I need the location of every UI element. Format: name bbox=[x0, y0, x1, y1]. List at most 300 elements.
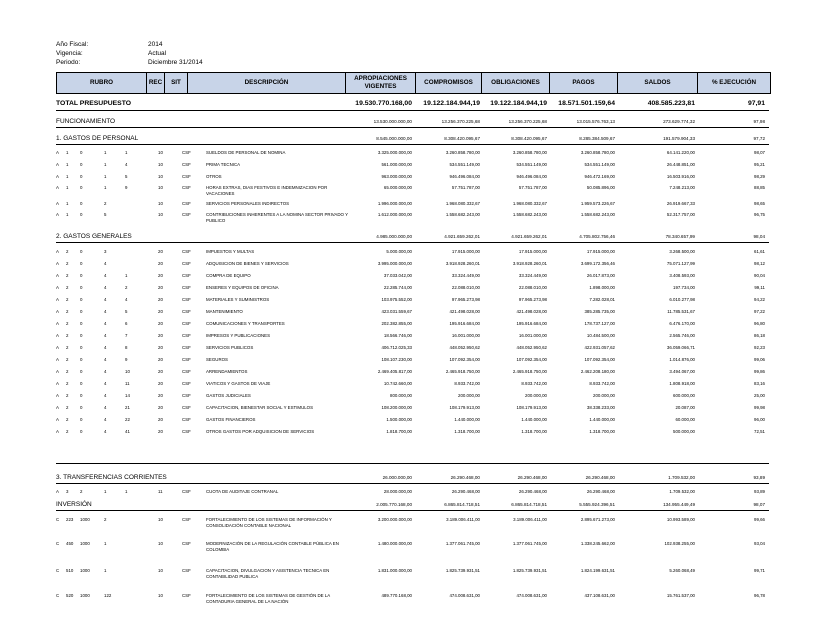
row-ob: 1.377.061.745,00 bbox=[512, 541, 547, 546]
rubro-code: C bbox=[56, 541, 60, 546]
row-description: PRIMA TECNICA bbox=[206, 162, 241, 167]
row-sa: 6.476.170,00 bbox=[669, 321, 695, 326]
sit-code: CSF bbox=[182, 345, 191, 350]
funcionamiento-ejecucion: 97,98 bbox=[753, 119, 765, 124]
rubro-code: 4 bbox=[104, 273, 107, 278]
rec-code: 10 bbox=[158, 517, 163, 522]
rubro-code: 2 bbox=[66, 393, 69, 398]
total-saldos: 408.585.223,81 bbox=[647, 100, 695, 107]
row-ap: 489.770.168,00 bbox=[381, 593, 412, 598]
rubro-code: 2 bbox=[66, 273, 69, 278]
rubro-code: 2 bbox=[66, 297, 69, 302]
rubro-code: 4 bbox=[104, 285, 107, 290]
rec-code: 20 bbox=[158, 321, 163, 326]
row-pa: 1.338.245.662,00 bbox=[580, 541, 615, 546]
total-compromisos: 19.122.184.944,19 bbox=[423, 100, 480, 107]
rubro-code: A bbox=[56, 174, 59, 179]
row-ej: 90,04 bbox=[754, 273, 765, 278]
row-ob: 57.751.787,00 bbox=[518, 185, 547, 190]
rubro-code: 1 bbox=[104, 541, 107, 546]
rec-code: 20 bbox=[158, 249, 163, 254]
row-description: MATERIALES Y SUMINISTROS bbox=[206, 297, 270, 302]
rubro-code: 1 bbox=[104, 162, 107, 167]
rubro-code: 0 bbox=[80, 405, 83, 410]
row-ej: 92,23 bbox=[754, 345, 765, 350]
rubro-code: 0 bbox=[80, 357, 83, 362]
rubro-code: 4 bbox=[104, 357, 107, 362]
meta-row bbox=[56, 58, 203, 67]
rubro-code: 8 bbox=[125, 345, 128, 350]
rubro-code: 21 bbox=[125, 405, 130, 410]
row-pa: 437.108.631,00 bbox=[584, 593, 615, 598]
section-ob: 6.865.814.718,51 bbox=[511, 502, 547, 507]
header-apropiaciones: APROPIACIONES VIGENTES bbox=[346, 73, 416, 93]
rubro-code: C bbox=[56, 593, 60, 598]
row-ap: 202.382.855,00 bbox=[381, 321, 412, 326]
rubro-code: 1 bbox=[104, 568, 107, 573]
rubro-code: 1000 bbox=[80, 517, 90, 522]
rubro-code: 41 bbox=[125, 429, 130, 434]
sit-code: CSF bbox=[182, 405, 191, 410]
row-ob: 108.179.913,00 bbox=[516, 405, 547, 410]
sit-code: CSF bbox=[182, 321, 191, 326]
row-ap: 1.831.000.000,00 bbox=[377, 568, 412, 573]
row-ej: 99,11 bbox=[754, 285, 765, 290]
rubro-code: 0 bbox=[80, 273, 83, 278]
row-ej: 96,00 bbox=[754, 417, 765, 422]
rubro-code: 450 bbox=[66, 541, 74, 546]
rubro-code: 2 bbox=[104, 201, 107, 206]
rubro-code: 0 bbox=[80, 321, 83, 326]
row-co: 26.290.468,00 bbox=[451, 489, 480, 494]
rubro-code: 1000 bbox=[80, 541, 90, 546]
row-ap: 3.995.000.000,00 bbox=[377, 261, 412, 266]
rubro-code: A bbox=[56, 321, 59, 326]
row-ob: 33.324.449,00 bbox=[518, 273, 547, 278]
rubro-code: 1 bbox=[125, 489, 128, 494]
row-co: 200.000,00 bbox=[458, 393, 480, 398]
row-sa: 2.565.746,00 bbox=[669, 333, 695, 338]
row-ap: 800.000,00 bbox=[390, 393, 412, 398]
row-ej: 61,61 bbox=[754, 249, 765, 254]
row-ej: 83,16 bbox=[754, 381, 765, 386]
section-ob: 8.308.420.095,67 bbox=[511, 136, 547, 141]
section-sa: 1.709.532,00 bbox=[668, 475, 695, 480]
row-description: COMPRA DE EQUIPO bbox=[206, 273, 251, 278]
rubro-code: 0 bbox=[80, 201, 83, 206]
row-description: FORTALECIMIENTO DE LOS SISTEMAS DE GESTIÓN DE LA CONTADURIA GENERAL DE LA NACIÓN bbox=[206, 593, 330, 604]
rubro-code: 1 bbox=[104, 185, 107, 190]
rubro-code: 1 bbox=[66, 150, 69, 155]
rec-code: 11 bbox=[158, 489, 163, 494]
sit-code: CSF bbox=[182, 369, 191, 374]
row-pa: 17.915.000,00 bbox=[586, 249, 615, 254]
sit-code: CSF bbox=[182, 162, 191, 167]
section-label: 3. TRANSFERENCIAS CORRIENTES bbox=[56, 474, 167, 481]
row-description: HORAS EXTRAS, DIAS FESTIVOS E INDEMNIZACION POR VACACIONES bbox=[206, 185, 328, 196]
row-description: FORTALECIMIENTO DE LOS SISTEMAS DE INFORMACIÓN Y CONSOLIDACIÓN CONTABLE NACIONAL bbox=[206, 517, 332, 528]
rubro-code: A bbox=[56, 249, 59, 254]
row-ob: 1.968.080.332,67 bbox=[512, 201, 547, 206]
row-ej: 93,04 bbox=[754, 541, 765, 546]
row-pa: 178.737.127,00 bbox=[584, 321, 615, 326]
rubro-code: 2 bbox=[66, 261, 69, 266]
meta-row bbox=[56, 40, 203, 49]
rubro-code: A bbox=[56, 201, 59, 206]
sit-code: CSF bbox=[182, 297, 191, 302]
section-co: 8.308.420.095,67 bbox=[444, 136, 480, 141]
rubro-code: 4 bbox=[104, 393, 107, 398]
rubro-code: 5 bbox=[125, 309, 128, 314]
rubro-code: 4 bbox=[104, 297, 107, 302]
sit-code: CSF bbox=[182, 333, 191, 338]
header-ejecucion: % EJECUCIÓN bbox=[711, 79, 757, 86]
row-pa: 534.551.149,00 bbox=[584, 162, 615, 167]
sit-code: CSF bbox=[182, 249, 191, 254]
row-description: OTROS GASTOS POR ADQUISICION DE SERVICIOS bbox=[206, 429, 315, 434]
rubro-code: A bbox=[56, 297, 59, 302]
row-sa: 60.000,00 bbox=[675, 417, 695, 422]
row-ap: 1.500.000,00 bbox=[386, 417, 412, 422]
row-pa: 200.000,00 bbox=[593, 393, 615, 398]
rubro-code: 4 bbox=[125, 297, 128, 302]
row-ej: 94,22 bbox=[754, 297, 765, 302]
row-ob: 421.498.028,00 bbox=[516, 309, 547, 314]
rec-code: 20 bbox=[158, 285, 163, 290]
row-ej: 99,06 bbox=[754, 357, 765, 362]
row-pa: 1.898.000,00 bbox=[589, 285, 615, 290]
total-obligaciones: 19.122.184.944,19 bbox=[490, 100, 547, 107]
row-ej: 86,18 bbox=[754, 333, 765, 338]
rubro-code: 4 bbox=[104, 309, 107, 314]
row-sa: 600.000,00 bbox=[673, 393, 695, 398]
rubro-code: 1000 bbox=[80, 593, 90, 598]
row-co: 108.179.913,00 bbox=[449, 405, 480, 410]
rubro-code: 0 bbox=[80, 285, 83, 290]
row-description: CAPACITACION, DIVULGACION Y ASISTENCIA TECNICA EN CONTABILIDAD PUBLICA bbox=[206, 568, 330, 579]
rubro-code: 0 bbox=[80, 417, 83, 422]
meta-key: Vigencia: bbox=[56, 50, 83, 57]
rubro-code: 1 bbox=[66, 212, 69, 217]
row-ej: 93,89 bbox=[754, 489, 765, 494]
rubro-code: 122 bbox=[104, 593, 112, 598]
rubro-code: 0 bbox=[80, 212, 83, 217]
row-description: MODERNIZACIÓN DE LA REGULACIÓN CONTABLE PÚBLICA EN COLOMBIA bbox=[206, 541, 339, 552]
rubro-code: 4 bbox=[104, 261, 107, 266]
row-ej: 98,65 bbox=[754, 201, 765, 206]
rubro-code: A bbox=[56, 393, 59, 398]
funcionamiento-pagos: 13.015.576.763,13 bbox=[576, 119, 615, 124]
rubro-code: 0 bbox=[80, 174, 83, 179]
section-sa: 78.340.657,99 bbox=[665, 234, 695, 239]
total-label: TOTAL PRESUPUESTO bbox=[56, 100, 132, 107]
rubro-code: 4 bbox=[104, 321, 107, 326]
sit-code: CSF bbox=[182, 393, 191, 398]
funcionamiento-label: FUNCIONAMIENTO bbox=[56, 118, 116, 125]
row-description: ENSERES Y EQUIPOS DE OFICINA bbox=[206, 285, 279, 290]
row-pa: 1.959.573.226,67 bbox=[580, 201, 615, 206]
rubro-code: A bbox=[56, 417, 59, 422]
sit-code: CSF bbox=[182, 285, 191, 290]
row-pa: 1.558.682.243,00 bbox=[580, 212, 615, 217]
row-sa: 5.260.068,49 bbox=[669, 568, 695, 573]
meta-key: Periodo: bbox=[56, 59, 81, 66]
rec-code: 20 bbox=[158, 381, 163, 386]
section-ej: 98,04 bbox=[753, 234, 765, 239]
row-ap: 3.200.000.000,00 bbox=[377, 517, 412, 522]
row-co: 17.915.000,00 bbox=[451, 249, 480, 254]
rubro-code: 2 bbox=[66, 249, 69, 254]
row-sa: 3.408.593,00 bbox=[669, 273, 695, 278]
sit-code: CSF bbox=[182, 357, 191, 362]
row-pa: 107.092.354,00 bbox=[584, 357, 615, 362]
rubro-code: 6 bbox=[125, 321, 128, 326]
row-ob: 1.440.000,00 bbox=[521, 417, 547, 422]
rec-code: 20 bbox=[158, 273, 163, 278]
row-ap: 423.031.559,67 bbox=[381, 309, 412, 314]
meta-value: Actual bbox=[148, 50, 167, 57]
rec-code: 20 bbox=[158, 417, 163, 422]
rubro-code: 2 bbox=[66, 405, 69, 410]
rubro-code: 14 bbox=[125, 393, 130, 398]
rubro-code: 0 bbox=[80, 297, 83, 302]
rubro-code: 2 bbox=[104, 517, 107, 522]
row-pa: 7.282.028,01 bbox=[589, 297, 615, 302]
rec-code: 10 bbox=[158, 593, 163, 598]
row-co: 1.440.000,00 bbox=[454, 417, 480, 422]
section-label: 1. GASTOS DE PERSONAL bbox=[56, 135, 139, 142]
rubro-code: 0 bbox=[80, 393, 83, 398]
rubro-code: 2 bbox=[66, 285, 69, 290]
row-ob: 3.189.006.411,00 bbox=[513, 517, 547, 522]
rubro-code: 4 bbox=[104, 333, 107, 338]
row-pa: 2.462.208.180,00 bbox=[580, 369, 615, 374]
row-description: SUELDOS DE PERSONAL DE NOMINA bbox=[206, 150, 286, 155]
row-ob: 3.260.858.780,00 bbox=[512, 150, 547, 155]
row-ej: 72,51 bbox=[754, 429, 765, 434]
row-co: 16.001.000,00 bbox=[451, 333, 480, 338]
funcionamiento-compromisos: 13.256.370.225,68 bbox=[441, 119, 480, 124]
total-pagos: 18.571.501.159,64 bbox=[558, 100, 615, 107]
row-sa: 1.808.918,00 bbox=[669, 381, 695, 386]
section-ap: 4.985.000.000,00 bbox=[376, 234, 412, 239]
rec-code: 10 bbox=[158, 150, 163, 155]
rubro-code: 5 bbox=[125, 174, 128, 179]
rec-code: 10 bbox=[158, 541, 163, 546]
rubro-code: 11 bbox=[125, 381, 130, 386]
section-label: 2. GASTOS GENERALES bbox=[56, 233, 132, 240]
row-ej: 88,85 bbox=[754, 185, 765, 190]
rubro-code: 4 bbox=[104, 345, 107, 350]
funcionamiento-saldos: 273.629.774,32 bbox=[663, 119, 695, 124]
row-ap: 103.975.552,00 bbox=[381, 297, 412, 302]
rubro-code: 0 bbox=[80, 162, 83, 167]
rubro-code: A bbox=[56, 162, 59, 167]
row-ob: 1.825.739.931,51 bbox=[512, 568, 547, 573]
row-ap: 10.742.660,00 bbox=[383, 381, 412, 386]
row-ap: 1.996.000.000,00 bbox=[377, 201, 412, 206]
rubro-code: 2 bbox=[66, 357, 69, 362]
divider bbox=[56, 463, 769, 464]
section-co: 26.290.468,00 bbox=[450, 475, 480, 480]
rubro-code: 2 bbox=[66, 369, 69, 374]
rubro-code: 1 bbox=[104, 174, 107, 179]
row-co: 2.465.918.750,00 bbox=[445, 369, 480, 374]
row-pa: 385.285.735,00 bbox=[584, 309, 615, 314]
rubro-code: 4 bbox=[104, 381, 107, 386]
row-ap: 1.818.700,00 bbox=[386, 429, 412, 434]
row-ej: 99,66 bbox=[754, 517, 765, 522]
row-description: SERVICIOS PERSONALES INDIRECTOS bbox=[206, 201, 290, 206]
rec-code: 20 bbox=[158, 393, 163, 398]
rubro-code: 0 bbox=[80, 185, 83, 190]
sit-code: CSF bbox=[182, 517, 191, 522]
rubro-code: A bbox=[56, 285, 59, 290]
table-header bbox=[56, 72, 771, 94]
row-ej: 96,80 bbox=[754, 321, 765, 326]
row-sa: 6.010.277,98 bbox=[669, 297, 695, 302]
row-co: 1.558.682.243,00 bbox=[445, 212, 480, 217]
sit-code: CSF bbox=[182, 174, 191, 179]
rubro-code: 1 bbox=[104, 150, 107, 155]
row-co: 97.965.273,98 bbox=[451, 297, 480, 302]
section-co: 4.921.659.262,01 bbox=[444, 234, 480, 239]
rubro-code: 1 bbox=[125, 273, 128, 278]
row-co: 534.551.149,00 bbox=[449, 162, 480, 167]
row-sa: 64.141.220,00 bbox=[666, 150, 695, 155]
row-description: MANTENIMIENTO bbox=[206, 309, 243, 314]
rec-code: 10 bbox=[158, 162, 163, 167]
header-saldos: SALDOS bbox=[618, 73, 698, 93]
row-pa: 2.895.671.273,00 bbox=[580, 517, 615, 522]
row-ap: 108.200.000,00 bbox=[381, 405, 412, 410]
section-co: 6.865.814.718,51 bbox=[444, 502, 480, 507]
row-ap: 3.325.000.000,00 bbox=[377, 150, 412, 155]
rec-code: 20 bbox=[158, 345, 163, 350]
rec-code: 10 bbox=[158, 201, 163, 206]
sit-code: CSF bbox=[182, 150, 191, 155]
row-description: OTROS bbox=[206, 174, 222, 179]
section-ap: 26.000.000,00 bbox=[382, 475, 412, 480]
rubro-code: 0 bbox=[80, 345, 83, 350]
rubro-code: 4 bbox=[125, 162, 128, 167]
rubro-code: A bbox=[56, 273, 59, 278]
row-pa: 1.440.000,00 bbox=[589, 417, 615, 422]
row-co: 33.324.449,00 bbox=[451, 273, 480, 278]
sit-code: CSF bbox=[182, 212, 191, 217]
sit-code: CSF bbox=[182, 541, 191, 546]
row-ap: 65.000.000,00 bbox=[383, 185, 412, 190]
section-pa: 26.290.468,00 bbox=[585, 475, 615, 480]
row-ob: 107.092.354,00 bbox=[516, 357, 547, 362]
rubro-code: 2 bbox=[125, 285, 128, 290]
row-co: 421.498.028,00 bbox=[449, 309, 480, 314]
row-co: 474.008.631,00 bbox=[449, 593, 480, 598]
rec-code: 20 bbox=[158, 357, 163, 362]
rubro-code: 520 bbox=[66, 593, 74, 598]
rubro-code: 223 bbox=[66, 517, 74, 522]
sit-code: CSF bbox=[182, 593, 191, 598]
row-description: CONTRIBUCIONES INHERENTES A LA NOMINA SECTOR PRIVADO Y PUBLICO bbox=[206, 212, 348, 223]
row-description: SERVICIOS PUBLICOS bbox=[206, 345, 254, 350]
row-sa: 20.087,00 bbox=[675, 405, 695, 410]
header-compromisos: COMPROMISOS bbox=[416, 73, 482, 93]
sit-code: CSF bbox=[182, 568, 191, 573]
section-ap: 2.005.770.168,00 bbox=[376, 502, 412, 507]
row-ap: 1.480.000.000,00 bbox=[377, 541, 412, 546]
total-apropiaciones: 19.530.770.168,00 bbox=[355, 100, 412, 107]
row-pa: 38.338.233,00 bbox=[586, 405, 615, 410]
row-sa: 10.993.589,00 bbox=[666, 517, 695, 522]
rubro-code: 0 bbox=[80, 429, 83, 434]
sit-code: CSF bbox=[182, 489, 191, 494]
row-ob: 8.933.742,00 bbox=[521, 381, 547, 386]
rubro-code: 9 bbox=[125, 357, 128, 362]
rubro-code: A bbox=[56, 489, 59, 494]
row-ob: 3.918.928.260,01 bbox=[512, 261, 547, 266]
section-ob: 4.921.659.262,01 bbox=[511, 234, 547, 239]
row-sa: 11.785.531,67 bbox=[667, 309, 695, 314]
row-ej: 96,75 bbox=[754, 212, 765, 217]
row-ob: 195.916.684,00 bbox=[516, 321, 547, 326]
row-ap: 108.107.230,00 bbox=[381, 357, 412, 362]
row-sa: 3.268.500,00 bbox=[669, 249, 695, 254]
row-ap: 22.285.744,00 bbox=[383, 285, 412, 290]
total-row bbox=[56, 100, 769, 111]
rubro-code: A bbox=[56, 261, 59, 266]
row-description: VIATICOS Y GASTOS DE VIAJE bbox=[206, 381, 271, 386]
row-pa: 1.318.700,00 bbox=[589, 429, 615, 434]
row-ob: 97.965.273,98 bbox=[518, 297, 547, 302]
rubro-code: 2 bbox=[66, 309, 69, 314]
rubro-code: A bbox=[56, 309, 59, 314]
meta-key: Año Fiscal: bbox=[56, 41, 89, 48]
rec-code: 20 bbox=[158, 309, 163, 314]
rubro-code: 510 bbox=[66, 568, 74, 573]
rubro-code: 1 bbox=[66, 185, 69, 190]
section-ej: 97,72 bbox=[753, 136, 765, 141]
rubro-code: 0 bbox=[80, 369, 83, 374]
rubro-code: C bbox=[56, 568, 60, 573]
row-pa: 26.017.873,00 bbox=[586, 273, 615, 278]
rubro-code: 0 bbox=[80, 150, 83, 155]
rec-code: 20 bbox=[158, 297, 163, 302]
row-sa: 75.071.127,99 bbox=[666, 261, 695, 266]
row-ej: 98,07 bbox=[754, 150, 765, 155]
section-ej: 93,89 bbox=[753, 475, 765, 480]
row-description: IMPRESOS Y PUBLICACIONES bbox=[206, 333, 271, 338]
sit-code: CSF bbox=[182, 185, 191, 190]
rubro-code: A bbox=[56, 185, 59, 190]
rubro-code: 7 bbox=[125, 333, 128, 338]
rubro-code: 2 bbox=[66, 429, 69, 434]
row-ej: 95,21 bbox=[754, 162, 765, 167]
row-ob: 26.290.468,00 bbox=[518, 489, 547, 494]
row-co: 946.496.084,00 bbox=[449, 174, 480, 179]
rec-code: 20 bbox=[158, 333, 163, 338]
row-sa: 1.709.532,00 bbox=[669, 489, 695, 494]
row-co: 1.318.700,00 bbox=[454, 429, 480, 434]
rubro-code: 1 bbox=[66, 174, 69, 179]
row-ap: 561.000.000,00 bbox=[381, 162, 412, 167]
rubro-code: 0 bbox=[80, 261, 83, 266]
row-description: IMPUESTOS Y MULTAS bbox=[206, 249, 255, 254]
rubro-code: 2 bbox=[66, 417, 69, 422]
row-ob: 534.551.149,00 bbox=[516, 162, 547, 167]
row-sa: 16.503.916,00 bbox=[666, 174, 695, 179]
section-sa: 134.955.449,49 bbox=[663, 502, 695, 507]
rubro-code: 22 bbox=[125, 417, 130, 422]
